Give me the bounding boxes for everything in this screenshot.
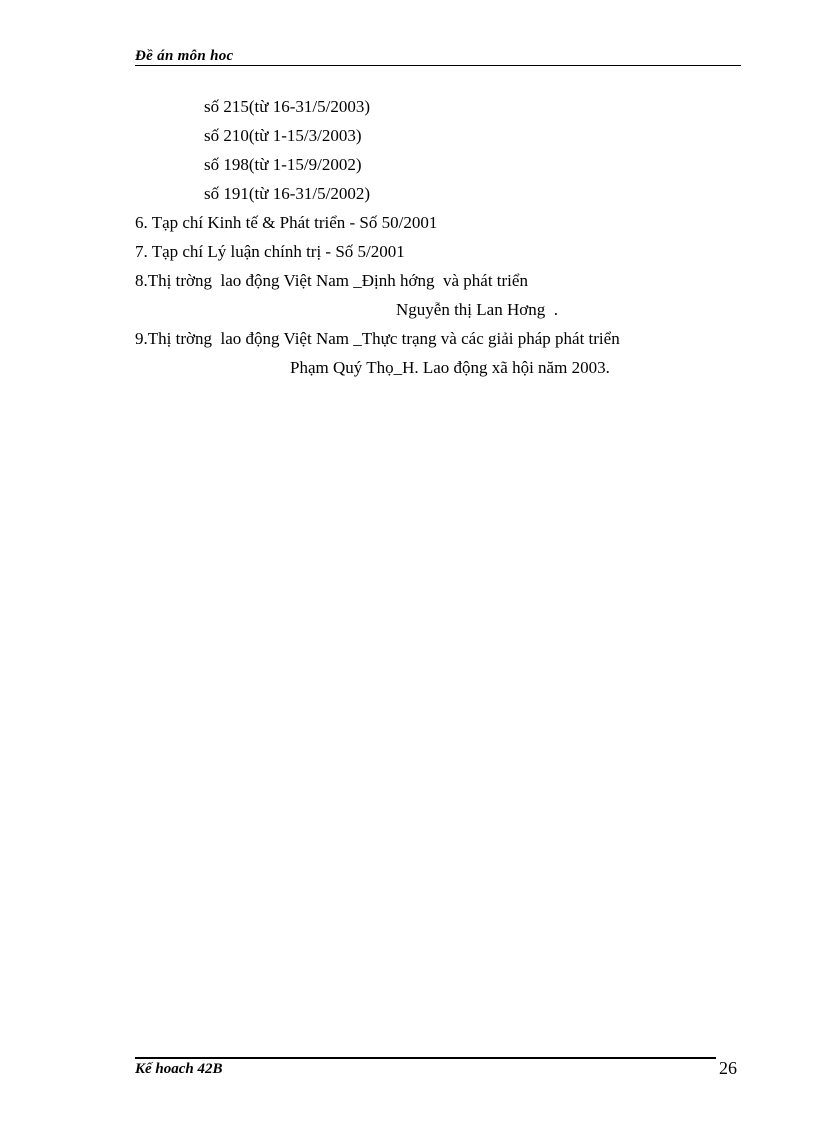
footer-text: Kế hoach 42B	[135, 1061, 223, 1077]
reference-item-9-title: 9.Thị trờng lao động Việt Nam _Thực trạng và các giải pháp phát triển	[135, 329, 620, 348]
reference-item-6: 6. Tạp chí Kinh tế & Phát triển - Số 50/2001	[135, 213, 438, 232]
reference-item-8-author: Nguyễn thị Lan Hơng .	[396, 300, 558, 319]
reference-issue-210: số 210(từ 1-15/3/2003)	[204, 126, 362, 145]
page-number: 26	[719, 1058, 737, 1078]
reference-item-8-title: 8.Thị trờng lao động Việt Nam _Định hớng và phát triển	[135, 271, 528, 290]
reference-item-7: 7. Tạp chí Lý luận chính trị - Số 5/2001	[135, 242, 405, 261]
reference-item-9-author: Phạm Quý Thọ_H. Lao động xã hội năm 2003.	[290, 358, 610, 377]
reference-issue-191: số 191(từ 16-31/5/2002)	[204, 184, 370, 203]
footer-divider	[135, 1057, 716, 1059]
reference-issue-198: số 198(từ 1-15/9/2002)	[204, 155, 362, 174]
reference-issue-215: số 215(từ 16-31/5/2003)	[204, 97, 370, 116]
header-divider	[135, 65, 741, 66]
header-title: Đề án môn hoc	[135, 48, 234, 64]
